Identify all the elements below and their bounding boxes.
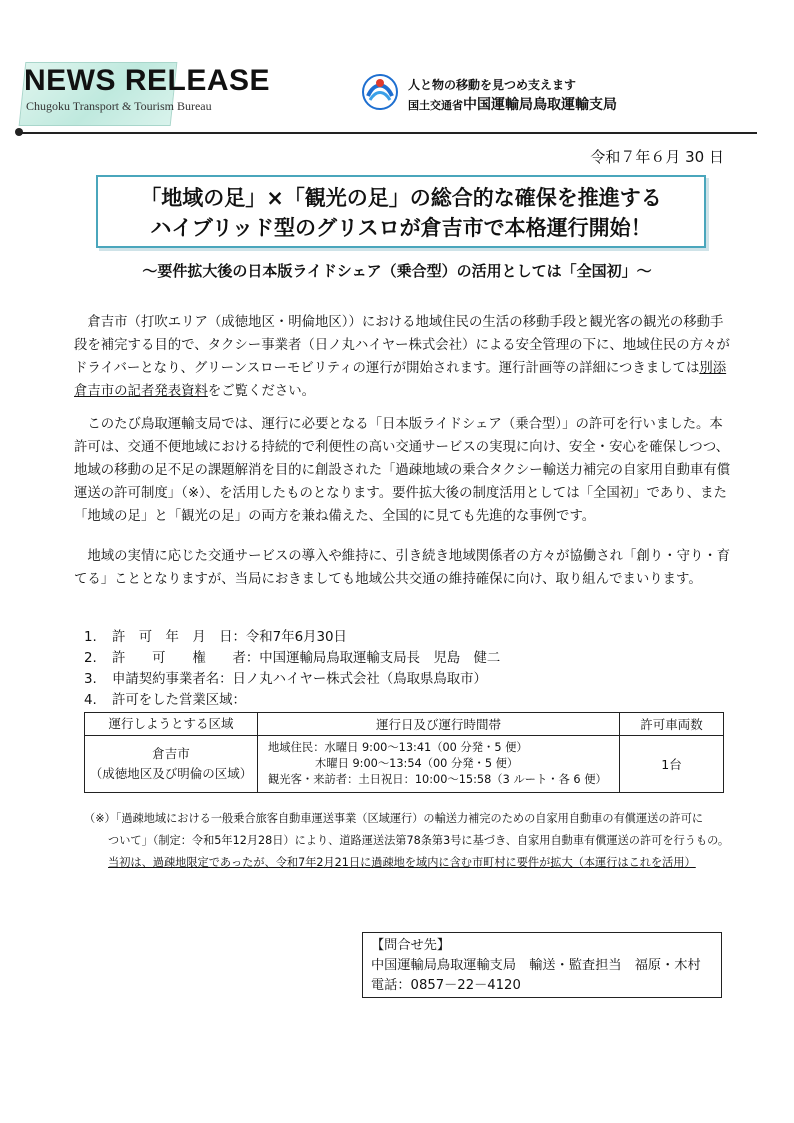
paragraph-1: [74, 311, 734, 403]
tagline: 人と物の移動を見つめ支えます: [408, 78, 577, 92]
press-material-link[interactable]: 別添倉吉市の記者発表資料: [74, 361, 727, 399]
schedule-cell: [258, 736, 620, 793]
area-name: 倉吉市: [152, 746, 190, 761]
org-main: 中国運輸局鳥取運輸支局: [463, 97, 617, 113]
contact-heading: 【問合せ先】: [371, 938, 451, 953]
org-prefix: 国土交通省: [408, 99, 463, 112]
list-item: [84, 627, 500, 648]
list-label: 許 可 年 月 日：: [112, 630, 246, 645]
contact-department: 中国運輸局鳥取運輸支局 輸送・監査担当 福原・木村: [371, 958, 701, 973]
paragraph-2: このたび鳥取運輸支局では、運行に必要となる「日本版ライドシェア（乗合型）」の許可を行いました。本許可は、交通不便地域における持続的で利便性の高い交通サービスの実現に向け、安全・安心を確保しつつ、地域の移動の足不足の課題解消を目的に創設された「過疎地域の乗合タクシー輸送力補完の自家用自動車有償運送の許可制度」（※）、を活用したものとなります。要件拡大後の制度活用としては「全国初」であり、また「地域の足」と「観光の足」の両方を兼ね備えた、全国的に見ても先進的な事例です。: [74, 417, 731, 524]
headline-line-2: ハイブリッド型のグリスロが倉吉市で本格運行開始！: [150, 216, 652, 240]
footnote: [84, 808, 734, 874]
footnote-underlined: 当初は、過疎地限定であったが、令和7年2月21日に過疎地を域内に含む市町村に要件が拡大（本運行はこれを活用）: [108, 856, 696, 869]
table-header-row: [85, 713, 724, 736]
paragraph-3: 地域の実情に応じた交通サービスの導入や維持に、引き続き地域関係者の方々が協働され「創り・守り・育てる」こととなりますが、当局におきましても地域公共交通の維持確保に向け、取り組んでまいります。: [74, 549, 731, 587]
schedule-line: 地域住民：水曜日 9:00～13:41（00 分発・5 便）: [268, 741, 528, 754]
paragraph-1-text: 倉吉市（打吹エリア（成徳地区・明倫地区））における地域住民の生活の移動手段と観光客の観光の移動手段を補完する目的で、タクシー事業者（日ノ丸ハイヤー株式会社）による安全管理の下に、地域住民の方々がドライバーとなり、グリーンスローモビリティの運行が開始されます。運行計画等の詳細につきましては: [74, 315, 730, 376]
list-label: 許 可 権 者：: [112, 651, 260, 666]
table-header: 運行しようとする区域: [85, 713, 258, 736]
bureau-english-name: Chugoku Transport & Tourism Bureau: [26, 99, 212, 113]
headline-line-1: 「地域の足」×「観光の足」の総合的な確保を推進する: [140, 186, 662, 210]
list-value: 中国運輸局鳥取運輸支局長 児島 健二: [259, 651, 501, 666]
header-rule: [20, 132, 757, 134]
area-detail: （成徳地区及び明倫の区域）: [89, 766, 253, 781]
details-list: [84, 627, 500, 711]
list-num: 1.: [84, 630, 97, 645]
headline-box: [96, 175, 706, 248]
organization-name: [408, 94, 617, 114]
schedule-line: 木曜日 9:00～13:54（00 分発・5 便）: [315, 757, 519, 770]
table-header: 許可車両数: [620, 713, 724, 736]
release-date: 令和７年６月 30 日: [590, 148, 724, 166]
table-header: 運行日及び運行時間帯: [258, 713, 620, 736]
footnote-rest: [84, 830, 734, 874]
service-area-table: [84, 712, 724, 793]
list-value: 令和7年6月30日: [245, 630, 347, 645]
mlit-logo-icon: [360, 72, 400, 112]
news-release-title: NEWS RELEASE: [24, 64, 271, 97]
list-item: [84, 648, 500, 669]
list-num: 2.: [84, 651, 97, 666]
list-num: 3.: [84, 672, 97, 687]
list-num: 4.: [84, 693, 97, 708]
contact-phone: 電話：0857－22－4120: [371, 978, 521, 993]
paragraph-1-end: をご覧ください。: [207, 384, 316, 399]
vehicle-count-cell: 1台: [620, 736, 724, 793]
subtitle: ～要件拡大後の日本版ライドシェア（乗合型）の活用としては「全国初」～: [142, 262, 652, 280]
schedule-line: 観光客・来訪者：土日祝日：10:00～15:58（3 ルート・各 6 便）: [268, 773, 607, 786]
list-label: 申請契約事業者名：: [112, 672, 233, 687]
footnote-line-1: （※）「過疎地域における一般乗合旅客自動車運送事業（区域運行）の輸送力補完のための自家用自動車の有償運送の許可に: [84, 812, 704, 825]
list-value: 日ノ丸ハイヤー株式会社（鳥取県鳥取市）: [232, 672, 487, 687]
area-cell: [85, 736, 258, 793]
list-item: [84, 690, 500, 711]
footnote-line-2: ついて」（制定：令和5年12月28日）により、道路運送法第78条第3号に基づき、自家用自動車有償運送の許可を行うもの。: [108, 834, 730, 847]
table-row: [85, 736, 724, 793]
list-item: [84, 669, 500, 690]
contact-box: [362, 932, 722, 998]
list-label: 許可をした営業区域：: [112, 693, 246, 708]
